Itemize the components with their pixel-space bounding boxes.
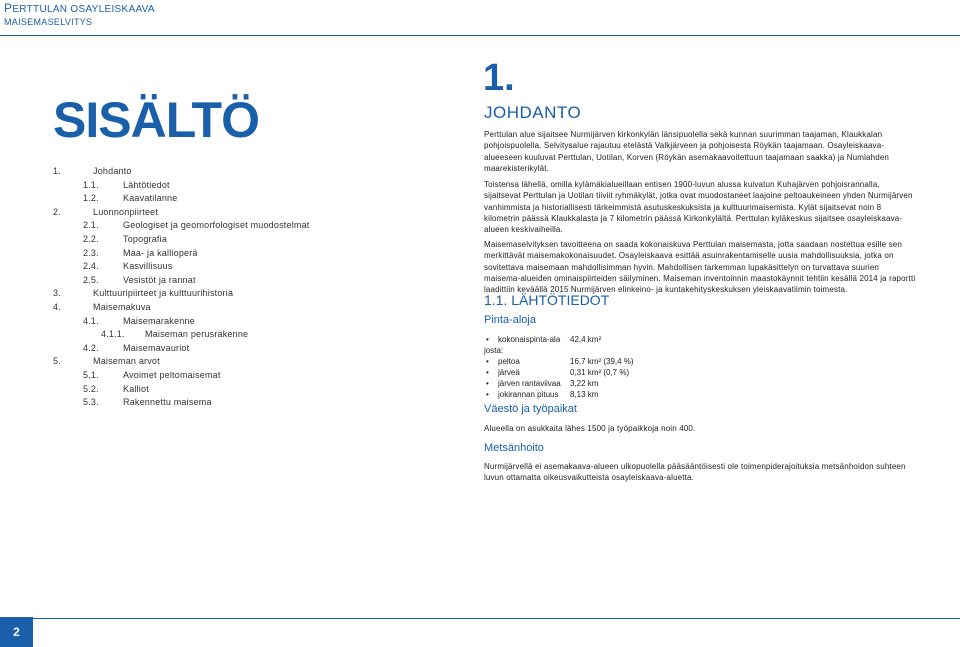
toc-item-label: Topografia xyxy=(123,234,168,244)
toc-item-label: Maiseman arvot xyxy=(93,356,160,367)
intro-paragraph-1 xyxy=(484,129,916,174)
bullet-icon: • xyxy=(486,335,489,344)
toc-item-number: 4.1. xyxy=(83,315,99,326)
toc-item-number: 3. xyxy=(53,288,61,299)
toc-item[interactable] xyxy=(53,301,151,313)
toc-item-label: Rakennettu maisema xyxy=(123,397,212,408)
toc-item[interactable] xyxy=(53,165,132,177)
forest-paragraph xyxy=(484,461,916,484)
toc-item-number: 1.1. xyxy=(83,179,99,190)
toc-item-label: Kalliot xyxy=(123,383,149,394)
toc-item-label: Kaavatilanne xyxy=(123,193,178,204)
intro-paragraph-3 xyxy=(484,239,916,295)
bullet-icon: • xyxy=(486,357,489,366)
toc-item-label: Maisemakuva xyxy=(93,302,151,312)
area-heading: Pinta-aloja xyxy=(484,314,536,326)
toc-item-number: 2.5. xyxy=(83,274,99,285)
stat-label: järveä xyxy=(498,368,520,377)
stat-label: jokirannan pituus xyxy=(498,390,559,399)
toc-item-number: 5.1. xyxy=(83,370,99,380)
toc-item[interactable] xyxy=(83,260,172,272)
toc-item[interactable] xyxy=(53,287,233,299)
population-paragraph xyxy=(484,423,916,434)
paragraph-text: Alueella on asukkaita lähes 1500 ja työpaikkoja noin 400. xyxy=(484,424,696,433)
document-header xyxy=(4,0,404,28)
toc-item-label: Vesistöt ja rannat xyxy=(123,274,196,285)
stat-label: peltoa xyxy=(498,357,520,366)
document-title-initial: P xyxy=(4,1,13,15)
toc-item-label: Kasvillisuus xyxy=(123,261,173,272)
toc-item-number: 2.4. xyxy=(83,261,99,272)
toc-item-label: Maa- ja kallioperä xyxy=(123,247,198,258)
toc-item-label: Geologiset ja geomorfologiset muodostelmat xyxy=(123,220,310,231)
stat-of-which-label: josta: xyxy=(484,346,504,355)
toc-item[interactable] xyxy=(83,274,196,286)
toc-item[interactable] xyxy=(83,383,149,395)
bullet-icon: • xyxy=(486,368,489,377)
footer-rule xyxy=(0,618,960,619)
toc-item-number: 4.1.1. xyxy=(101,329,125,340)
paragraph-text: Perttulan alue sijaitsee Nurmijärven kirkonkylän länsipuolella sekä kunnan suurimman taajaman, Klaukkalan pohjoispuolella. Selvitysalue rajautuu etelästä Valkjärveen ja pohjoisesta Röykän taajamaan. Osayleiskaava-alueeseen kuuluvat Perttulan, Uotilan, Korven (Röykän asemakaavoitettuun taajamaan saakka) ja Numlahden maarekisterikylät. xyxy=(484,130,890,173)
toc-item-label: Kulttuuripiirteet ja kulttuurihistoria xyxy=(93,288,234,299)
document-subtitle: MAISEMASELVITYS xyxy=(4,17,93,27)
toc-item[interactable] xyxy=(101,328,248,340)
toc-item[interactable] xyxy=(83,315,195,327)
toc-item[interactable] xyxy=(53,355,160,367)
toc-item[interactable] xyxy=(83,247,198,259)
toc-item-number: 2.1. xyxy=(83,220,99,231)
bullet-icon: • xyxy=(486,390,489,399)
area-stats xyxy=(484,334,784,400)
toc-item[interactable] xyxy=(83,369,221,381)
toc-item-number: 5.2. xyxy=(83,383,99,394)
toc-item[interactable] xyxy=(83,192,177,204)
bullet-icon: • xyxy=(486,379,489,388)
toc-title: SISÄLTÖ xyxy=(53,92,259,148)
toc-item-number: 4.2. xyxy=(83,342,99,353)
toc-item-number: 1. xyxy=(53,166,61,176)
chapter-number: 1. xyxy=(483,57,515,99)
stat-value: 3,22 km xyxy=(570,379,599,388)
toc-item[interactable] xyxy=(83,219,310,231)
paragraph-text: Nurmijärvellä ei asemakaava-alueen ulkopuolella pääsääntöisesti ole toimenpiderajoituksia metsänhoidon suhteen luvun ottamatta oikeusvaikutteista osayleiskaava-aluetta. xyxy=(484,462,906,483)
toc-item-label: Lähtötiedot xyxy=(123,179,170,190)
section-title: 1.1. LÄHTÖTIEDOT xyxy=(484,292,610,308)
stat-value: 42,4 km² xyxy=(570,335,602,344)
document-title-rest: ERTTULAN OSAYLEISKAAVA xyxy=(12,4,155,15)
toc-item[interactable] xyxy=(83,179,170,191)
forest-heading: Metsänhoito xyxy=(484,442,544,454)
toc-item-number: 5. xyxy=(53,356,61,367)
toc-item-label: Johdanto xyxy=(93,166,132,176)
toc-item[interactable] xyxy=(53,206,158,218)
toc-item-number: 4. xyxy=(53,302,61,312)
toc-item-label: Maiseman perusrakenne xyxy=(145,329,249,340)
population-heading: Väestö ja työpaikat xyxy=(484,403,577,415)
toc-item[interactable] xyxy=(83,233,167,245)
stat-label: järven rantaviivaa xyxy=(498,379,561,388)
toc-item-label: Luonnonpiirteet xyxy=(93,206,159,217)
toc-item-number: 2. xyxy=(53,206,61,217)
toc-item-number: 2.3. xyxy=(83,247,99,258)
toc-item-label: Maisemarakenne xyxy=(123,315,195,326)
toc-item[interactable] xyxy=(83,396,212,408)
toc-item-number: 5.3. xyxy=(83,397,99,408)
toc-item[interactable] xyxy=(83,342,189,354)
stat-value: 16,7 km² (39,4 %) xyxy=(570,357,634,366)
toc-item-number: 1.2. xyxy=(83,193,99,204)
header-rule xyxy=(0,35,960,36)
toc-item-label: Maisemavauriot xyxy=(123,342,190,353)
chapter-title: JOHDANTO xyxy=(484,103,582,122)
page-number: 2 xyxy=(0,617,33,647)
stat-value: 8,13 km xyxy=(570,390,599,399)
toc-item-number: 2.2. xyxy=(83,234,99,244)
document-title xyxy=(4,2,404,16)
stat-label: kokonaispinta-ala xyxy=(498,335,561,344)
intro-paragraph-2 xyxy=(484,179,916,235)
stat-value: 0,31 km² (0,7 %) xyxy=(570,368,630,377)
toc-item-label: Avoimet peltomaisemat xyxy=(123,370,221,380)
paragraph-text: Maisemaselvityksen tavoitteena on saada kokonaiskuva Perttulan maisemasta, jotta saadaan nostettua esille sen merkittävät maisemakokonaisuudet. Osayleiskaava esittää asuinrakentamiselle uusia mahdollisuuksia, jotka on sovitettava maisemaan mahdollisimman hyvin. Mahdollisen tarkemman lupakäsittelyn on turvattava suurien maisema-alueiden ominaispiirteiden säilyminen. Maiseman inventoinnin maastokäynnit tehtiin kesällä 2014 ja raportti laadittiin keväällä 2015 Nurmijärven elinkeino- ja kuntakehityskeskuksen yleiskaavatiimin toimesta. xyxy=(484,240,916,295)
paragraph-text: Toistensa lähellä, omilla kylämäkialueillaan entisen 1900-luvun alussa kuivatun Kuhajärven pohjoisrannalla, sijaitsevat Perttulan ja Uotilan tiiviit ryhmäkylät, jotka ovat muodostaneet laajoine peltoaukeineen yhden Nurmijärven vanhimmista ja historiallisesti tärkeimmistä asutuskeskuksista ja kulttuurimaisemista. Kylät sijaitsevat noin 8 kilometrin päässä Klaukkalasta ja 7 kilometrin päässä Kirkonkylältä. Perttulan kyläkeskus sijaitsee osayleiskaava-alueen keskivaiheilla. xyxy=(484,180,913,235)
